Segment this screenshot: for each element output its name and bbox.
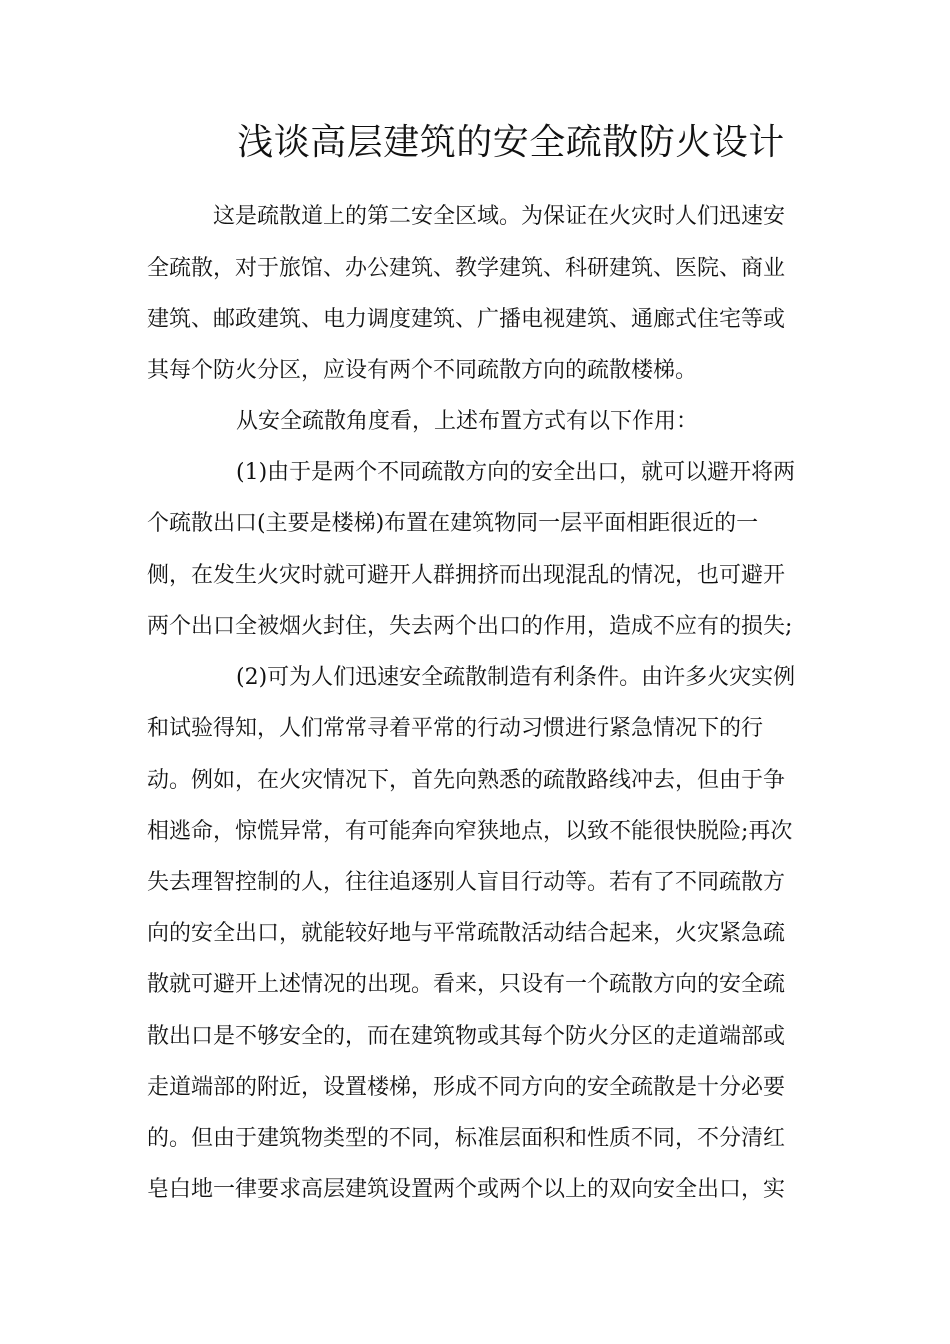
text-line: 侧，在发生火灾时就可避开人群拥挤而出现混乱的情况，也可避开: [147, 563, 786, 588]
text-line: 和试验得知，人们常常寻着平常的行动习惯进行紧急情况下的行: [147, 716, 764, 741]
text-line: 其每个防火分区，应设有两个不同疏散方向的疏散楼梯。: [147, 358, 698, 383]
text-line: 动。例如，在火灾情况下，首先向熟悉的疏散路线冲去，但由于争: [147, 768, 786, 793]
text-line: 从安全疏散角度看，上述布置方式有以下作用：: [236, 409, 699, 434]
text-line: 的。但由于建筑物类型的不同，标准层面积和性质不同，不分清红: [147, 1126, 786, 1151]
text-line: 走道端部的附近，设置楼梯，形成不同方向的安全疏散是十分必要: [147, 1075, 786, 1100]
text-line: 个疏散出口(主要是楼梯)布置在建筑物同一层平面相距很近的一: [147, 511, 759, 536]
text-line: 散就可避开上述情况的出现。看来，只设有一个疏散方向的安全疏: [147, 972, 786, 997]
text-line: 散出口是不够安全的，而在建筑物或其每个防火分区的走道端部或: [147, 1024, 786, 1049]
text-line: 全疏散，对于旅馆、办公建筑、教学建筑、科研建筑、医院、商业: [147, 256, 786, 281]
text-line: 建筑、邮政建筑、电力调度建筑、广播电视建筑、通廊式住宅等或: [147, 307, 786, 332]
text-line: (1)由于是两个不同疏散方向的安全出口，就可以避开将两: [236, 460, 796, 485]
text-line: (2)可为人们迅速安全疏散制造有利条件。由许多火灾实例: [236, 665, 796, 690]
text-line: 这是疏散道上的第二安全区域。为保证在火灾时人们迅速安: [213, 204, 786, 229]
text-line: 皂白地一律要求高层建筑设置两个或两个以上的双向安全出口，实: [147, 1177, 786, 1202]
text-line: 两个出口全被烟火封住，失去两个出口的作用，造成不应有的损失;: [147, 614, 793, 639]
text-line: 失去理智控制的人，往往追逐别人盲目行动等。若有了不同疏散方: [147, 870, 786, 895]
text-line: 向的安全出口，就能较好地与平常疏散活动结合起来，火灾紧急疏: [147, 921, 786, 946]
text-line: 相逃命，惊慌异常，有可能奔向窄狭地点，以致不能很快脱险;再次: [147, 819, 793, 844]
document-title: 浅谈高层建筑的安全疏散防火设计: [237, 122, 785, 163]
